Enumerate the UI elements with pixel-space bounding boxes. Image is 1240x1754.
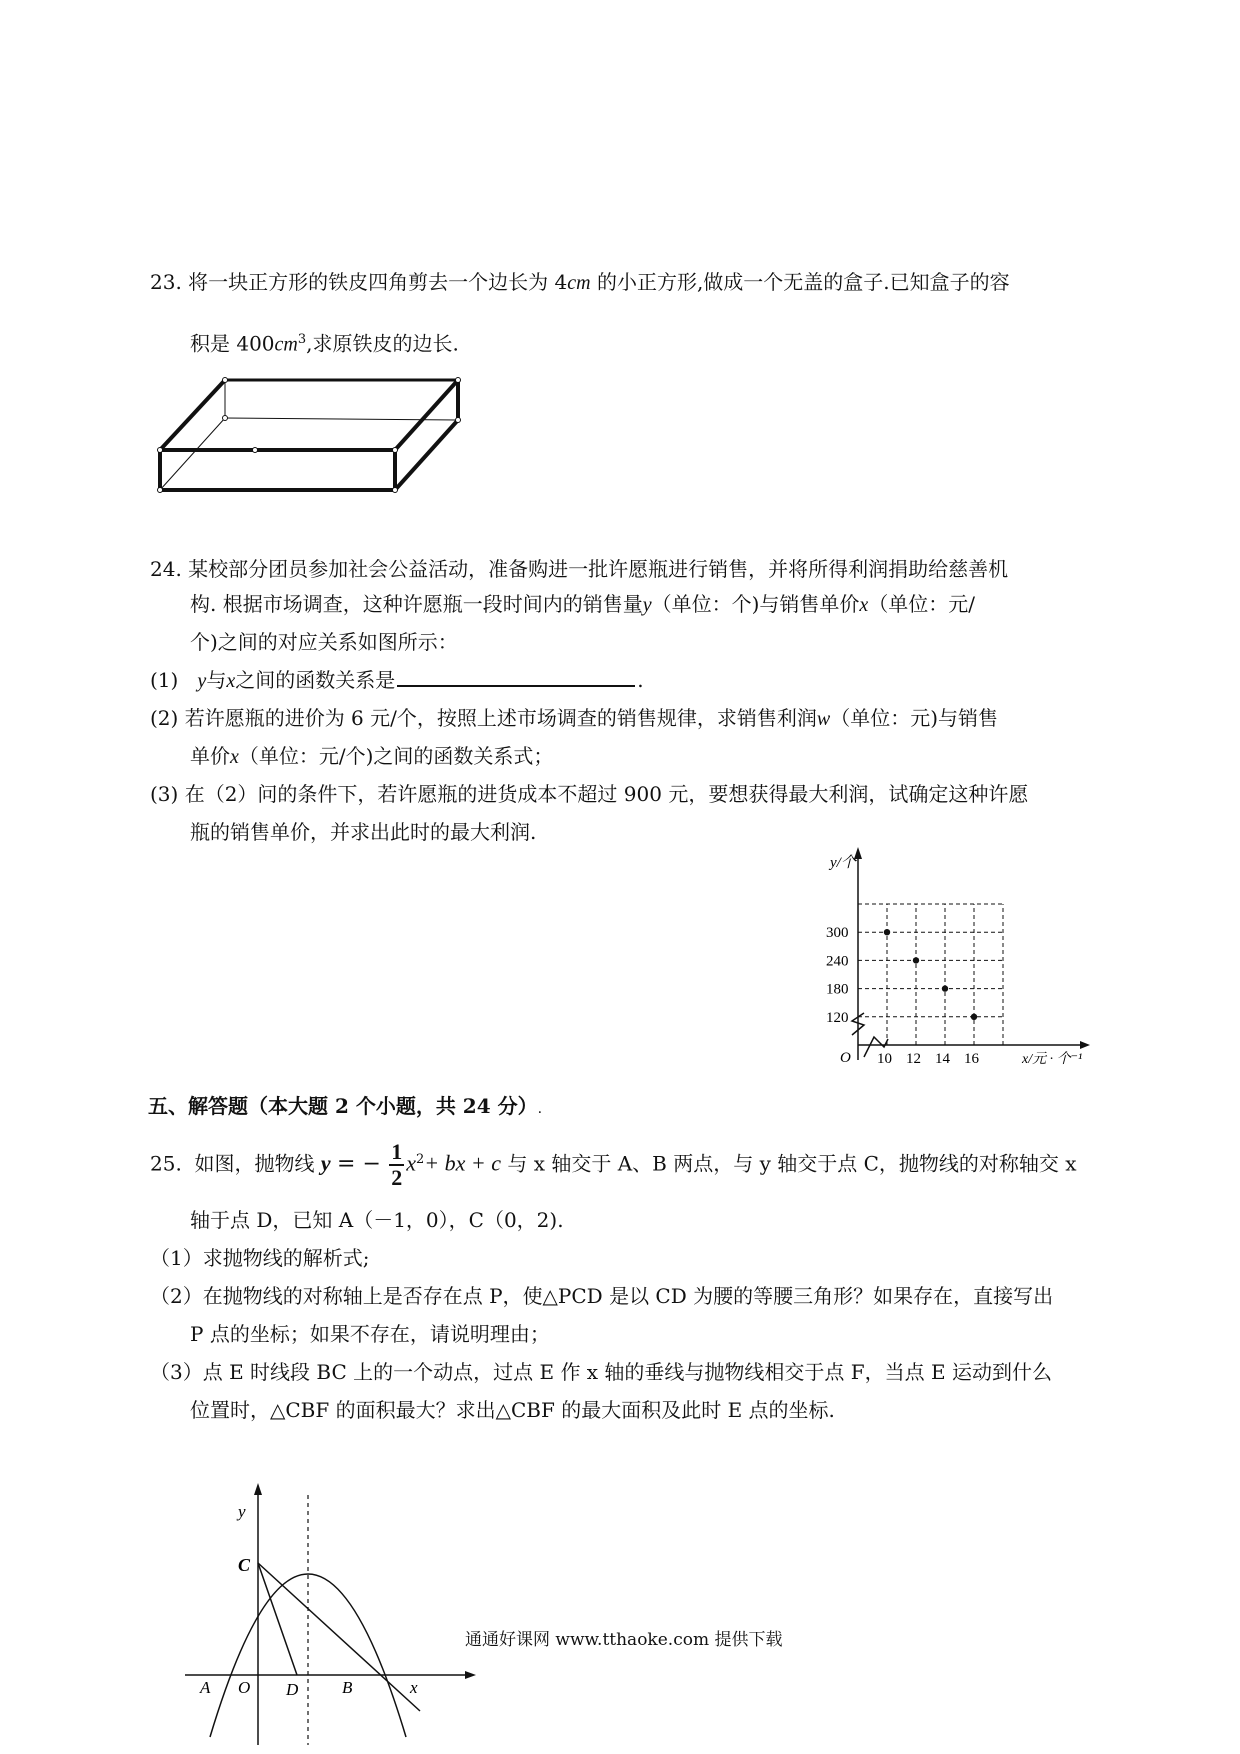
- y-tick-label: 120: [826, 1009, 849, 1026]
- q25-part2-line2: P 点的坐标；如果不存在，请说明理由；: [190, 1322, 550, 1346]
- data-point: [971, 1014, 977, 1020]
- point-a-label: A: [200, 1678, 211, 1697]
- section5-title: 五、解答题（本大题 2 个小题，共 24 分）.: [148, 1094, 543, 1118]
- x-tick-label: 12: [906, 1051, 921, 1067]
- q23-line1: 23. 将一块正方形的铁皮四角剪去一个边长为 4cm 的小正方形,做成一个无盖的盒子.已知盒子的容: [150, 270, 1010, 294]
- q24-part3-line2: 瓶的销售单价，并求出此时的最大利润.: [190, 820, 537, 844]
- q24-part2-line1: (2) 若许愿瓶的进价为 6 元/个，按照上述市场调查的销售规律，求销售利润w（单位：元)与销售: [150, 706, 999, 730]
- y-axis-arrow: [254, 1483, 262, 1495]
- line-bc: [258, 1563, 420, 1711]
- q25-part3-line2: 位置时，△CBF 的面积最大？求出△CBF 的最大面积及此时 E 点的坐标.: [190, 1398, 835, 1422]
- q25-line1: 25. 如图，抛物线 y = − $\frac{1}{2}$ $x^2+$ bx + c 与 x 轴交于 A、B 两点，与 y 轴交于点 C，抛物线的对称轴交 x: [150, 1139, 1077, 1191]
- y-tick-label: 300: [826, 925, 849, 942]
- x-axis-arrow: [1080, 1041, 1090, 1049]
- q24-line2: 构. 根据市场调查，这种许愿瓶一段时间内的销售量y（单位：个)与销售单价x（单位：元/: [190, 592, 976, 616]
- x-tick-label: 14: [935, 1051, 950, 1067]
- q25-part1: （1）求抛物线的解析式;: [150, 1246, 370, 1270]
- x-axis-arrow: [465, 1671, 476, 1679]
- x-tick-label: 10: [877, 1051, 892, 1067]
- q25-line2: 轴于点 D，已知 A（－1，0），C（0，2).: [190, 1208, 564, 1232]
- parabola-figure: [180, 1475, 480, 1750]
- x-axis-label: x/元 · 个⁻¹: [1022, 1052, 1083, 1067]
- data-point: [884, 929, 890, 935]
- y-tick-label: 180: [826, 981, 849, 998]
- y-label: y: [238, 1502, 246, 1521]
- q24-part3-line1: (3) 在（2）问的条件下，若许愿瓶的进货成本不超过 900 元，要想获得最大利润，试确定这种许愿: [150, 782, 1029, 806]
- origin-label: O: [840, 1050, 851, 1066]
- point-o-label: O: [238, 1678, 251, 1697]
- q25-part2-line1: （2）在抛物线的对称轴上是否存在点 P，使△PCD 是以 CD 为腰的等腰三角形？如果存在，直接写出: [150, 1284, 1054, 1308]
- data-point: [942, 985, 948, 991]
- q23-line2: 积是 $400cm^3$,求原铁皮的边长.: [190, 331, 459, 356]
- q24-part2-line2: 单价x（单位：元/个)之间的函数关系式；: [190, 744, 554, 768]
- y-tick-label: 240: [826, 953, 849, 970]
- y-axis-label: y/个: [830, 855, 856, 871]
- q24-line1: 24. 某校部分团员参加社会公益活动，准备购进一批许愿瓶进行销售，并将所得利润捐助给慈善机: [150, 557, 1009, 581]
- q25-part3-line1: （3）点 E 时线段 BC 上的一个动点，过点 E 作 x 轴的垂线与抛物线相交于点 F，当点 E 运动到什么: [150, 1360, 1052, 1384]
- point-c-label: C: [238, 1555, 251, 1575]
- x-label: x: [410, 1678, 418, 1697]
- data-point: [913, 957, 919, 963]
- point-b-label: B: [342, 1678, 353, 1697]
- fraction-one-half: $\frac{1}{2}$: [391, 1139, 403, 1191]
- footer-watermark: 通通好课网 www.tthaoke.com 提供下载: [465, 1630, 783, 1650]
- q24-line3: 个)之间的对应关系如图所示：: [190, 630, 458, 654]
- answer-blank: [397, 667, 635, 687]
- x-tick-label: 16: [964, 1051, 979, 1067]
- q24-part1: (1) y与x之间的函数关系是 .: [150, 668, 644, 692]
- box-figure: [150, 370, 480, 500]
- sales-chart: [800, 845, 1090, 1075]
- point-d-label: D: [286, 1680, 299, 1699]
